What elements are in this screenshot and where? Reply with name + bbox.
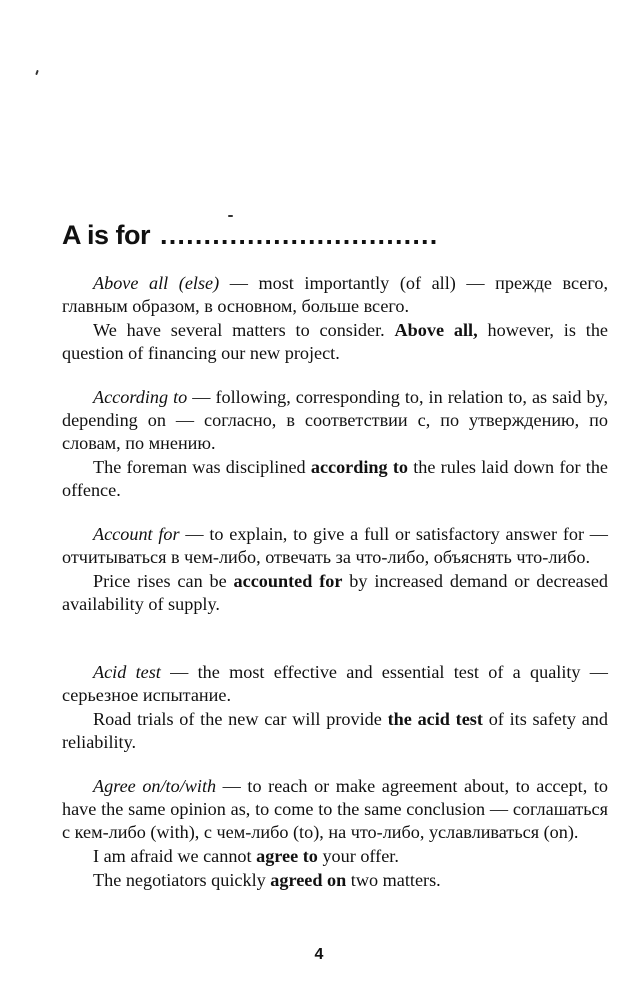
definition-text: — following, corresponding to, in relation to, as said by, depending on — согласно, в соответствии с, по утверждению, по словам, по мнению.: [62, 387, 608, 453]
entry-definition: [62, 523, 608, 569]
definition-text: — to reach or make agreement about, to accept, to have the same opinion as, to come to the same conclusion — соглашаться с кем-либо (with), с чем-либо (to), на что-либо, уславливаться (on).: [62, 776, 608, 842]
definition-text: — the most effective and essential test of a quality — серьезное испытание.: [62, 662, 608, 705]
entry-example: Price rises can be accounted for by increased demand or decreased availability of supply.: [62, 571, 608, 614]
scan-mark: [35, 70, 39, 75]
entry-example: Road trials of the new car will provide the acid test of its safety and reliability.: [62, 709, 608, 752]
entry-example: The negotiators quickly agreed on two matters.: [93, 870, 441, 890]
entry-term: Acid test: [93, 662, 161, 682]
example-keyword: according to: [310, 457, 408, 477]
entry-definition: [62, 775, 608, 844]
example-keyword: agreed on: [270, 870, 347, 890]
entry-term: Above all (else): [93, 273, 220, 293]
entry-term: According to: [93, 387, 188, 407]
heading-leader-dots: ................................: [160, 220, 439, 250]
example-keyword: the acid test: [387, 709, 483, 729]
entry-example: I am afraid we cannot agree to your offer.: [93, 846, 399, 866]
entry-example: The foreman was disciplined according to the rules laid down for the offence.: [62, 457, 608, 500]
definition-text: — most importantly (of all) — прежде всего, главным образом, в основном, больше всего.: [62, 273, 608, 316]
dictionary-entry: [62, 272, 608, 365]
section-heading: [62, 220, 610, 251]
entry-definition: [62, 386, 608, 455]
dictionary-entry: [62, 523, 608, 616]
example-keyword: Above all,: [394, 320, 478, 340]
dictionary-entry: [62, 775, 608, 892]
entry-definition: [62, 272, 608, 318]
dictionary-entry: [62, 661, 608, 754]
entry-term: Account for: [93, 524, 180, 544]
example-keyword: agree to: [256, 846, 318, 866]
scan-mark: [228, 215, 233, 217]
entry-example: We have several matters to consider. Above all, however, is the question of financing our new project.: [62, 320, 608, 363]
dictionary-entry: [62, 386, 608, 502]
example-keyword: accounted for: [233, 571, 343, 591]
entry-definition: [62, 661, 608, 707]
entry-term: Agree on/to/with: [93, 776, 217, 796]
page-number: 4: [314, 946, 324, 963]
definition-text: — to explain, to give a full or satisfactory answer for — отчитываться в чем-либо, отвечать за что-либо, объяснять что-либо.: [62, 524, 608, 567]
heading-title: A is for: [62, 220, 151, 250]
